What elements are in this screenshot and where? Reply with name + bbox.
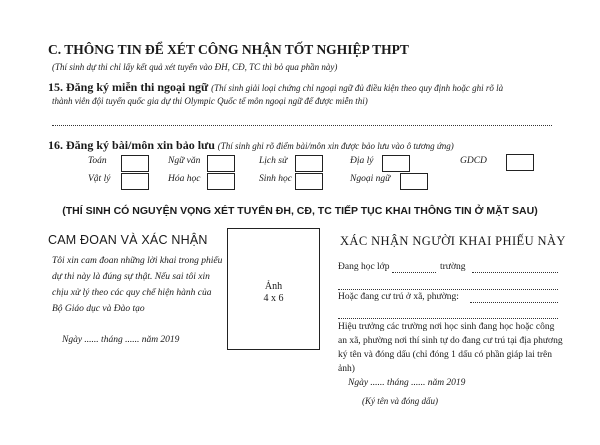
confirmation-instructions: Hiệu trưởng các trường nơi học sinh đang học hoặc công an xã, phường nơi thí sinh tự do đang cư trú tại địa phương ký tên và đóng dấu (chỉ đóng 1 dấu có phần giáp lai trên ảnh)	[338, 322, 563, 374]
subject-label-ngu-van: Ngữ văn	[168, 156, 201, 166]
subject-label-dia-ly: Địa lý	[350, 156, 374, 166]
photo-label	[228, 281, 319, 305]
commitment-title: CAM ĐOAN VÀ XÁC NHẬN	[48, 233, 208, 247]
class-label: Đang học lớp	[338, 262, 390, 272]
subject-box-dia-ly[interactable]	[382, 155, 410, 172]
photo-label-line1: Ảnh	[264, 281, 283, 292]
item-16-label: 16. Đăng ký bài/môn xin bảo lưu	[48, 138, 215, 152]
subject-label-vat-ly: Vật lý	[88, 174, 111, 184]
subject-box-ngoai-ngu[interactable]	[400, 173, 428, 190]
subject-box-vat-ly[interactable]	[121, 173, 149, 190]
school-label: trường	[440, 262, 466, 272]
class-school-line	[338, 262, 389, 272]
subject-label-ngoai-ngu: Ngoại ngữ	[350, 174, 391, 184]
residence-field[interactable]	[470, 292, 558, 303]
subject-box-hoa-hoc[interactable]	[207, 173, 235, 190]
subject-label-sinh-hoc: Sinh học	[259, 174, 292, 184]
residence-label: Hoặc đang cư trú ở xã, phường:	[338, 292, 459, 302]
commitment-date: Ngày ...... tháng ...... năm 2019	[62, 335, 180, 345]
section-c-title: C. THÔNG TIN ĐỂ XÉT CÔNG NHẬN TỐT NGHIỆP THPT	[48, 42, 409, 57]
school-field[interactable]	[472, 262, 558, 273]
subject-box-lich-su[interactable]	[295, 155, 323, 172]
commitment-body: Tôi xin cam đoan những lời khai trong phiếu dự thi này là đúng sự thật. Nếu sai tôi xin chịu xử lý theo các quy chế hiện hành của Bộ Giáo dục và Đào tạo	[52, 256, 223, 314]
residence-field-continued[interactable]	[338, 308, 558, 319]
item-16-note: (Thí sinh ghi rõ điểm bài/môn xin được bảo lưu vào ô tương ứng)	[217, 141, 454, 151]
photo-placeholder[interactable]	[227, 228, 320, 350]
school-field-continued[interactable]	[338, 279, 558, 290]
subject-box-toan[interactable]	[121, 155, 149, 172]
subject-box-ngu-van[interactable]	[207, 155, 235, 172]
class-field[interactable]	[392, 262, 436, 273]
item-15-note: (Thí sinh giải loại chứng chỉ ngoại ngữ đủ điều kiện theo quy định hoặc ghi rõ là	[211, 83, 504, 93]
subject-label-hoa-hoc: Hóa học	[168, 174, 201, 184]
photo-label-line2: 4 x 6	[263, 293, 284, 304]
confirmation-title: XÁC NHẬN NGƯỜI KHAI PHIẾU NÀY	[340, 234, 566, 248]
subject-label-toan: Toán	[88, 156, 107, 166]
back-side-notice: (THÍ SINH CÓ NGUYỆN VỌNG XÉT TUYỂN ĐH, CĐ, TC TIẾP TỤC KHAI THÔNG TIN Ở MẶT SAU)	[62, 205, 538, 217]
subject-box-gdcd[interactable]	[506, 154, 534, 171]
item-15-label: 15. Đăng ký miễn thi ngoại ngữ	[48, 80, 209, 94]
section-c-note: (Thí sinh dự thi chỉ lấy kết quả xét tuyển vào ĐH, CĐ, TC thì bỏ qua phần này)	[52, 62, 338, 72]
item-15	[48, 80, 503, 95]
confirmation-date: Ngày ...... tháng ...... năm 2019	[348, 378, 466, 388]
item-16	[48, 138, 454, 153]
confirmation-signature-note: (Ký tên và đóng dấu)	[362, 396, 438, 406]
subject-box-sinh-hoc[interactable]	[295, 173, 323, 190]
item-15-answer-line[interactable]	[52, 115, 552, 126]
subject-label-gdcd: GDCD	[460, 156, 487, 166]
subject-label-lich-su: Lịch sử	[259, 156, 288, 166]
item-15-note-line2: thành viên đội tuyển quốc gia dự thi Olympic Quốc tế môn ngoại ngữ để được miễn thi)	[52, 96, 368, 106]
